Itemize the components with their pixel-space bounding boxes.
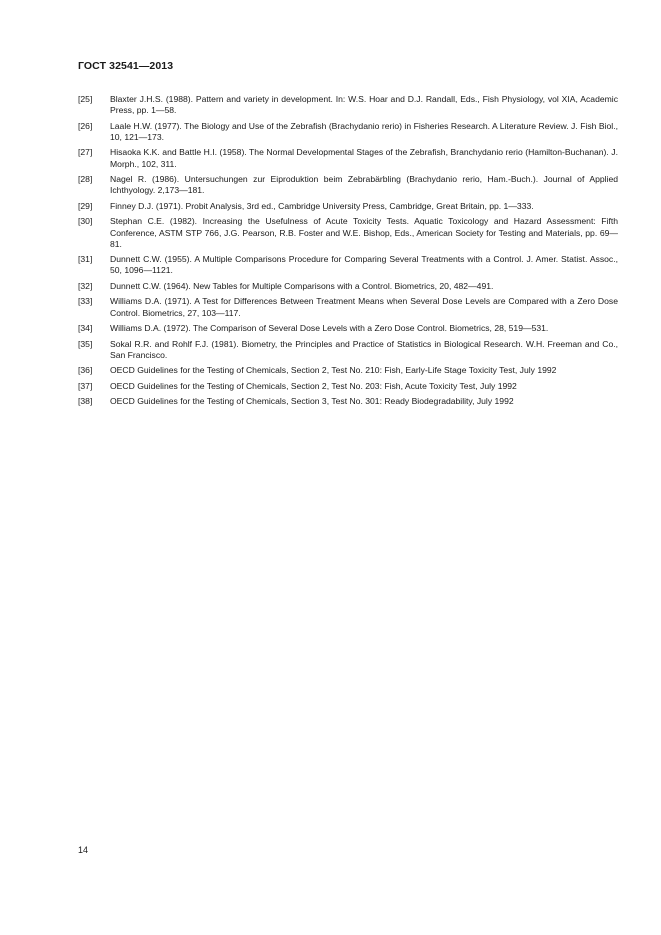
reference-item (78, 174, 618, 196)
reference-item (78, 396, 618, 407)
reference-item (78, 339, 618, 361)
reference-text: Blaxter J.H.S. (1988). Pattern and variety in development. In: W.S. Hoar and D.J. Randall, Eds., Fish Physiology, vol XIA, Academic Press, pp. 1—58. (110, 94, 618, 116)
reference-item (78, 323, 618, 334)
reference-number: [30] (78, 216, 93, 227)
reference-item (78, 365, 618, 376)
reference-number: [37] (78, 380, 93, 391)
reference-text: Dunnett C.W. (1955). A Multiple Comparisons Procedure for Comparing Several Treatments with a Control. J. Amer. Statist. Assoc., 50, 1096—1121. (110, 254, 618, 276)
reference-item (78, 381, 618, 392)
reference-item (78, 147, 618, 169)
reference-item (78, 216, 618, 250)
reference-text: Finney D.J. (1971). Probit Analysis, 3rd ed., Cambridge University Press, Cambridge, Great Britain, pp. 1—333. (110, 200, 534, 211)
reference-text: Williams D.A. (1971). A Test for Differences Between Treatment Means when Several Dose Levels are Compared with a Zero Dose Control. Biometrics, 27, 103—117. (110, 296, 618, 318)
reference-number: [26] (78, 120, 93, 131)
reference-list (78, 94, 618, 412)
reference-text: Williams D.A. (1972). The Comparison of Several Dose Levels with a Zero Dose Control. Biometrics, 28, 519—531. (110, 323, 549, 334)
reference-number: [27] (78, 147, 93, 158)
reference-number: [35] (78, 338, 93, 349)
reference-text: OECD Guidelines for the Testing of Chemicals, Section 2, Test No. 210: Fish, Early-Life Stage Toxicity Test, July 1992 (110, 365, 557, 376)
reference-item (78, 121, 618, 143)
reference-number: [31] (78, 254, 93, 265)
page-number: 14 (78, 845, 89, 855)
reference-text: Hisaoka K.K. and Battle H.I. (1958). The Normal Developmental Stages of the Zebrafish, Branchydanio rerio (Hamilton-Buchanan). J. Morph., 102, 311. (110, 147, 618, 169)
reference-text: Nagel R. (1986). Untersuchungen zur Eiproduktion beim Zebrabärbling (Brachydanio rerio, Ham.-Buch.). Journal of Applied Ichthyology. 2,173—181. (110, 174, 618, 196)
reference-number: [34] (78, 323, 93, 334)
reference-text: OECD Guidelines for the Testing of Chemicals, Section 3, Test No. 301: Ready Biodegradability, July 1992 (110, 396, 514, 407)
reference-text: OECD Guidelines for the Testing of Chemicals, Section 2, Test No. 203: Fish, Acute Toxicity Test, July 1992 (110, 380, 517, 391)
reference-text: Dunnett C.W. (1964). New Tables for Multiple Comparisons with a Control. Biometrics, 20, 482—491. (110, 280, 494, 291)
reference-item (78, 94, 618, 116)
reference-number: [38] (78, 396, 93, 407)
reference-number: [25] (78, 94, 93, 104)
reference-number: [29] (78, 200, 93, 211)
reference-text: Sokal R.R. and Rohlf F.J. (1981). Biometry, the Principles and Practice of Statistics in Biological Research. W.H. Freeman and Co., San Francisco. (110, 338, 618, 360)
document-header: ГОСТ 32541—2013 (78, 60, 174, 72)
reference-item (78, 201, 618, 212)
reference-number: [28] (78, 174, 93, 185)
reference-item (78, 281, 618, 292)
reference-number: [32] (78, 280, 93, 291)
reference-item (78, 296, 618, 318)
reference-item (78, 254, 618, 276)
reference-number: [36] (78, 365, 93, 376)
reference-text: Laale H.W. (1977). The Biology and Use of the Zebrafish (Brachydanio rerio) in Fisheries Research. A Literature Review. J. Fish Biol., 10, 121—173. (110, 120, 618, 142)
reference-number: [33] (78, 296, 93, 307)
reference-text: Stephan C.E. (1982). Increasing the Usefulness of Acute Toxicity Tests. Aquatic Toxicology and Hazard Assessment: Fifth Conference, ASTM STP 766, J.G. Pearson, R.B. Foster and W.E. Bishop, Eds., American Society for Testing and Materials, pp. 69—81. (110, 216, 618, 249)
